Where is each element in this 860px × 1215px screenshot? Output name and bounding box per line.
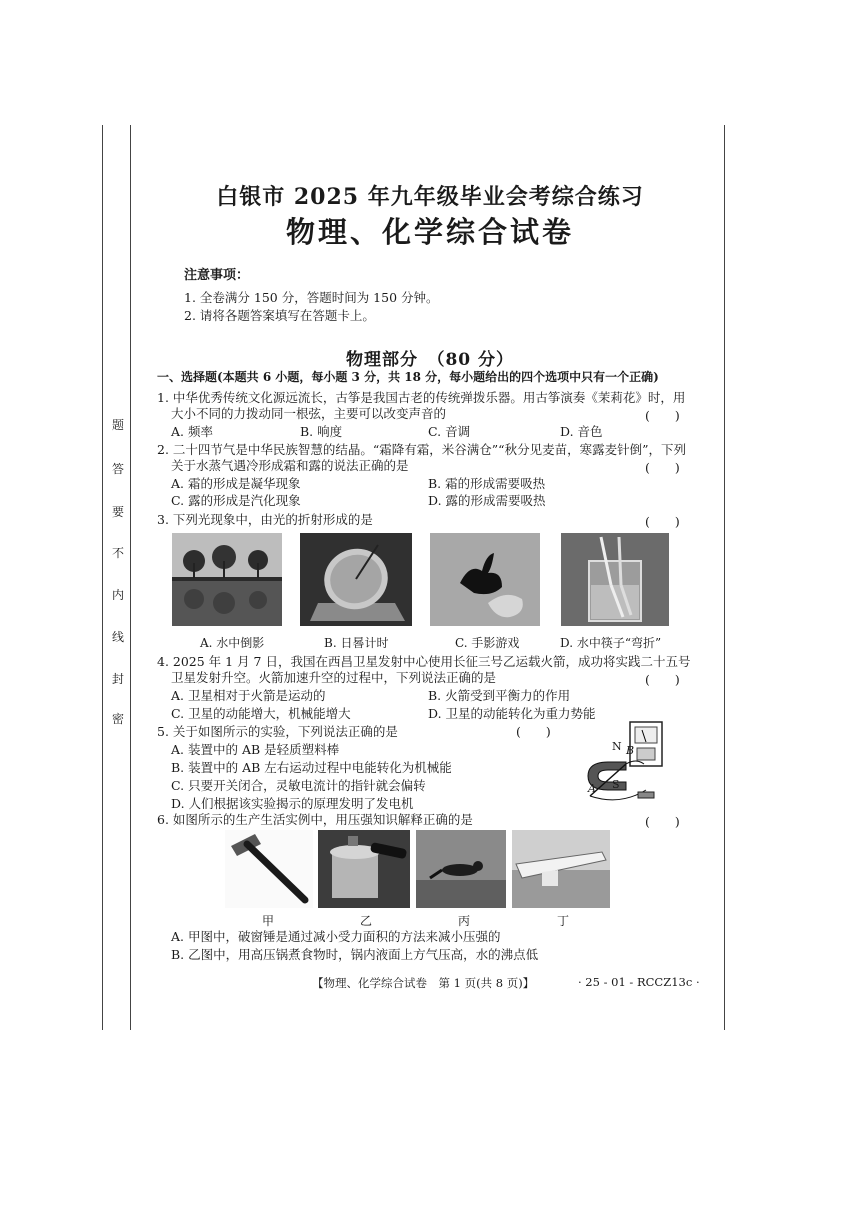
- q5-answer-paren: ( ): [516, 724, 551, 739]
- notes-heading: 注意事项：: [184, 268, 250, 283]
- q1-option: C. 音调: [428, 424, 471, 439]
- q1-option: B. 响度: [300, 424, 343, 439]
- note-item: 2. 请将各题答案填写在答题卡上。: [184, 308, 375, 323]
- binding-line-outer: [102, 125, 103, 1030]
- photo-water-reflection: [172, 533, 282, 626]
- photo-safety-hammer: [225, 830, 313, 908]
- q6-answer-paren: ( ): [645, 814, 680, 829]
- q6-caption: 丙: [458, 914, 471, 928]
- q4-option: C. 卫星的动能增大，机械能增大: [171, 706, 351, 721]
- binding-char: 内: [112, 588, 125, 602]
- part-heading: 一、选择题(本题共 6 小题，每小题 3 分，共 18 分，每小题给出的四个选项中只有一个正确): [157, 370, 659, 384]
- binding-char: 不: [112, 546, 125, 560]
- q3-answer-paren: ( ): [645, 514, 680, 529]
- q1-stem: 1. 中华优秀传统文化源远流长，古筝是我国古老的传统弹拨乐器。用古筝演奏《茉莉花》时，用: [157, 390, 686, 405]
- q3-caption: C. 手影游戏: [455, 636, 520, 650]
- q6-option: A. 甲图中，破窗锤是通过减小受力面积的方法来减小压强的: [171, 929, 501, 944]
- photo-sundial: [300, 533, 412, 626]
- q5-stem: 5. 关于如图所示的实验，下列说法正确的是: [157, 724, 398, 739]
- exam-code: · 25 - 01 - RCCZ13c ·: [578, 975, 700, 989]
- q1-option: A. 频率: [171, 424, 213, 439]
- q2-stem-cont: 关于水蒸气遇冷形成霜和露的说法正确的是: [171, 458, 409, 473]
- q4-option: B. 火箭受到平衡力的作用: [428, 688, 571, 703]
- binding-char: 线: [112, 630, 125, 644]
- q1-stem-cont: 大小不同的力拨动同一根弦，主要可以改变声音的: [171, 406, 447, 421]
- q1-option: D. 音色: [560, 424, 603, 439]
- binding-char: 密: [112, 712, 125, 726]
- q6-caption: 乙: [360, 914, 373, 928]
- exam-title: 白银市 2025 年九年级毕业会考综合练习: [216, 184, 644, 210]
- magnet-north-label: N: [612, 740, 622, 753]
- binding-char: 要: [112, 505, 125, 519]
- q5-option: B. 装置中的 AB 左右运动过程中电能转化为机械能: [171, 760, 452, 775]
- q6-stem: 6. 如图所示的生产生活实例中，用压强知识解释正确的是: [157, 812, 473, 827]
- q5-option: C. 只要开关闭合，灵敏电流计的指针就会偏转: [171, 778, 426, 793]
- magnet-south-label: S: [612, 778, 620, 791]
- q5-option: D. 人们根据该实验揭示的原理发明了发电机: [171, 796, 414, 811]
- q5-option: A. 装置中的 AB 是轻质塑料棒: [171, 742, 340, 757]
- page-footer: 【物理、化学综合试卷 第 1 页(共 8 页)】: [312, 976, 535, 990]
- q3-caption: A. 水中倒影: [200, 636, 265, 650]
- q4-stem: 4. 2025 年 1 月 7 日，我国在西昌卫星发射中心使用长征三号乙运载火箭，成功将实践二十五号: [157, 654, 691, 669]
- q2-option: C. 露的形成是汽化现象: [171, 493, 301, 508]
- exam-subtitle: 物理、化学综合试卷: [285, 215, 574, 249]
- photo-pressure-cooker: [318, 830, 410, 908]
- q4-option: A. 卫星相对于火箭是运动的: [171, 688, 326, 703]
- q1-answer-paren: ( ): [645, 408, 680, 423]
- photo-hand-shadow: [430, 533, 540, 626]
- q2-option: B. 霜的形成需要吸热: [428, 476, 546, 491]
- binding-char: 封: [112, 672, 125, 686]
- binding-char: 答: [112, 462, 125, 476]
- q6-caption: 丁: [557, 914, 570, 928]
- q2-stem: 2. 二十四节气是中华民族智慧的结晶。“霜降有霜，米谷满仓”“秋分见麦苗，寒露麦针倒”，下列: [157, 442, 686, 457]
- binding-line-inner: [130, 125, 131, 1030]
- binding-char: 题: [112, 418, 125, 432]
- q6-option: B. 乙图中，用高压锅煮食物时，锅内液面上方气压高，水的沸点低: [171, 947, 539, 962]
- electromagnetic-induction-figure: [582, 720, 682, 810]
- rod-end-b-label: B: [626, 744, 635, 757]
- q2-option: D. 露的形成需要吸热: [428, 493, 546, 508]
- q6-caption: 甲: [262, 914, 275, 928]
- photo-diver: [416, 830, 506, 908]
- q3-stem: 3. 下列光现象中，由光的折射形成的是: [157, 512, 373, 527]
- q2-option: A. 霜的形成是凝华现象: [171, 476, 301, 491]
- photo-airplane-wing: [512, 830, 610, 908]
- section-title: 物理部分 （80 分）: [345, 350, 515, 370]
- q4-answer-paren: ( ): [645, 672, 680, 687]
- rod-end-a-label: A: [588, 782, 596, 795]
- q3-caption: D. 水中筷子“弯折”: [560, 636, 662, 650]
- photo-chopsticks-in-water: [561, 533, 669, 626]
- page-border-right: [724, 125, 725, 1030]
- q4-option: D. 卫星的动能转化为重力势能: [428, 706, 596, 721]
- q2-answer-paren: ( ): [645, 460, 680, 475]
- q3-caption: B. 日晷计时: [324, 636, 389, 650]
- q4-stem-cont: 卫星发射升空。火箭加速升空的过程中，下列说法正确的是: [171, 670, 497, 685]
- note-item: 1. 全卷满分 150 分，答题时间为 150 分钟。: [184, 290, 439, 305]
